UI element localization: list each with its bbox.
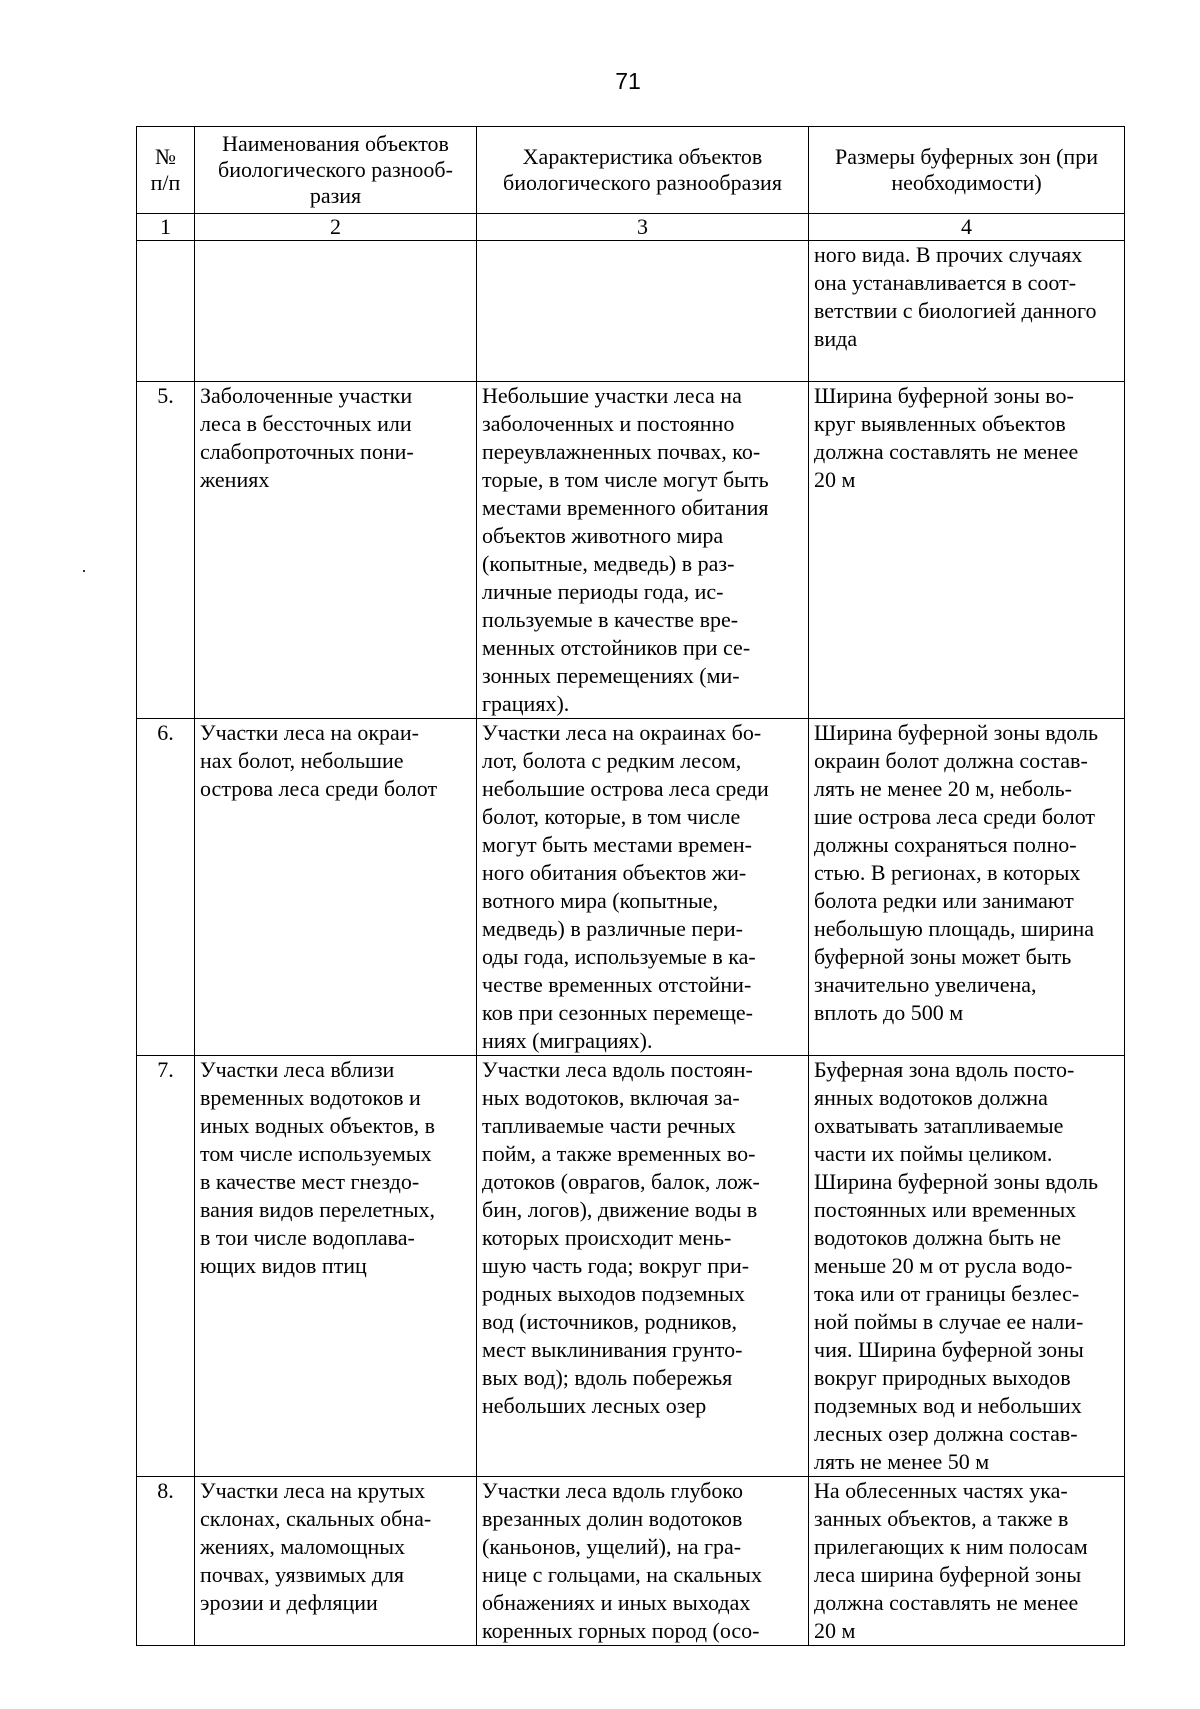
row-characteristic: Участки леса на окраинах бо- лот, болота с редким лесом, небольшие острова леса среди болот, которые, в том числе могут быть местами времен- ного обитания объектов жи- вотного мира (копытные, медведь) в различные пери- оды года, используемые в ка- честве временных отстойни- ков при сезонных перемеще- ниях (миграциях).	[477, 719, 809, 1056]
row-characteristic: Участки леса вдоль постоян- ных водотоков, включая за- тапливаемые части речных пойм, а также временных во- дотоков (оврагов, балок, лож- бин, логов), движение воды в которых происходит мень- шую часть года; вокруг при- родных выходов подземных вод (источников, родников, мест выклинивания грунто- вых вод); вдоль побережья небольших лесных озер	[477, 1056, 809, 1477]
row-buffer-size: Буферная зона вдоль посто- янных водотоков должна охватывать затапливаемые части их поймы целиком. Ширина буферной зоны вдоль постоянных или временных водотоков должна быть не меньше 20 м от русла водо- тока или от границы безлес- ной поймы в случае ее нали- чия. Ширина буферной зоны вокруг природных выходов подземных вод и небольших лесных озер должна состав- лять не менее 50 м	[809, 1056, 1125, 1477]
row-characteristic: Участки леса вдоль глубоко врезанных долин водотоков (каньонов, ущелий), на гра- нице с гольцами, на скальных обнажениях и иных выходах коренных горных пород (осо-	[477, 1477, 809, 1646]
row-buffer-size: Ширина буферной зоны во- круг выявленных объектов должна составлять не менее 20 м	[809, 382, 1125, 719]
table-header-row	[137, 127, 1125, 214]
row-buffer-size: ного вида. В прочих случаях она устанавливается в соот- ветствии с биологией данного вида	[809, 241, 1125, 382]
page-number: 71	[615, 68, 641, 94]
row-object-name: Участки леса на окраи- нах болот, небольшие острова леса среди болот	[195, 719, 477, 1056]
row-number: 6.	[137, 719, 195, 1056]
row-object-name: Участки леса на крутых склонах, скальных обна- жениях, маломощных почвах, уязвимых для эрозии и дефляции	[195, 1477, 477, 1646]
row-buffer-size: Ширина буферной зоны вдоль окраин болот должна состав- лять не менее 20 м, неболь- шие острова леса среди болот должны сохраняться полно- стью. В регионах, в которых болота редки или занимают небольшую площадь, ширина буферной зоны может быть значительно увеличена, вплоть до 500 м	[809, 719, 1125, 1056]
row-characteristic	[477, 241, 809, 382]
header-number: № п/п	[137, 127, 195, 214]
table-row	[137, 719, 1125, 1056]
row-number: 7.	[137, 1056, 195, 1477]
column-index: 1	[137, 214, 195, 241]
row-number	[137, 241, 195, 382]
column-index-row	[137, 214, 1125, 241]
row-characteristic: Небольшие участки леса на заболоченных и постоянно переувлажненных почвах, ко- торые, в том числе могут быть местами временного обитания объектов животного мира (копытные, медведь) в раз- личные периоды года, ис- пользуемые в качестве вре- менных отстойников при се- зонных перемещениях (ми- грациях).	[477, 382, 809, 719]
column-index: 3	[477, 214, 809, 241]
table-row	[137, 241, 1125, 382]
header-buffer-size: Размеры буферных зон (при необходимости)	[809, 127, 1125, 214]
table-row	[137, 382, 1125, 719]
scan-artifact-dot	[83, 570, 85, 572]
table-row	[137, 1477, 1125, 1646]
row-number: 5.	[137, 382, 195, 719]
row-object-name	[195, 241, 477, 382]
row-number: 8.	[137, 1477, 195, 1646]
row-object-name: Заболоченные участки леса в бессточных или слабопроточных пони- жениях	[195, 382, 477, 719]
column-index: 4	[809, 214, 1125, 241]
row-object-name: Участки леса вблизи временных водотоков и иных водных объектов, в том числе используемых в качестве мест гнездо- вания видов перелетных, в тои числе водоплава- ющих видов птиц	[195, 1056, 477, 1477]
header-object-name: Наименования объектов биологического разнооб- разия	[195, 127, 477, 214]
table-row	[137, 1056, 1125, 1477]
header-characteristic: Характеристика объектов биологического разнообразия	[477, 127, 809, 214]
row-buffer-size: На облесенных частях ука- занных объектов, а также в прилегающих к ним полосам леса ширина буферной зоны должна составлять не менее 20 м	[809, 1477, 1125, 1646]
column-index: 2	[195, 214, 477, 241]
biodiversity-table	[136, 126, 1125, 1646]
